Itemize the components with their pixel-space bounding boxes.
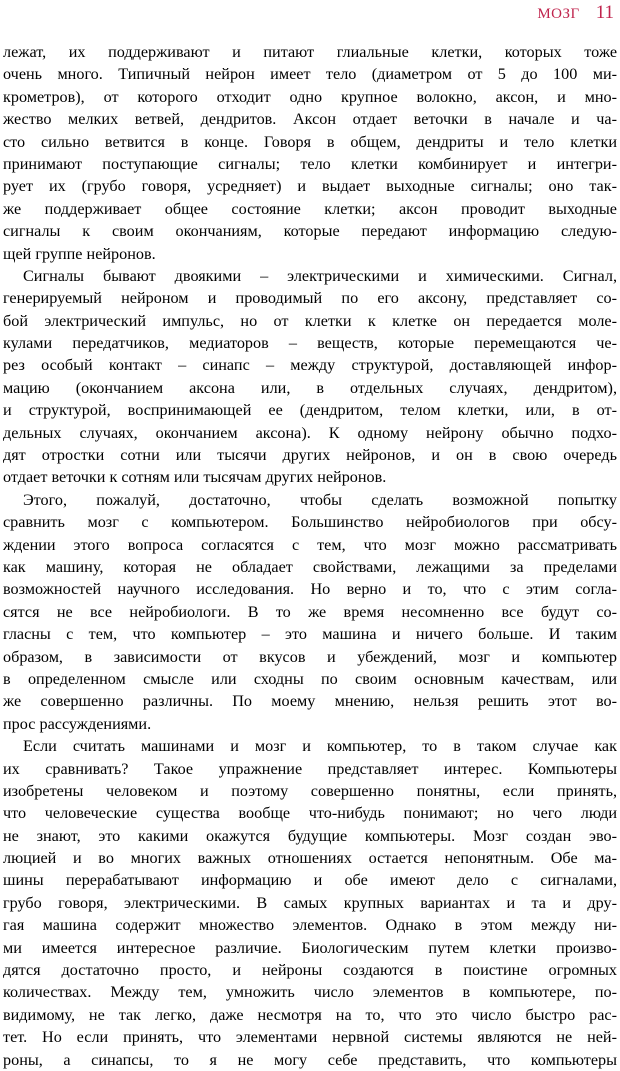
text-line: бой электрический импульс, но от клетки к клетке он передается моле- (3, 311, 617, 330)
text-line: щей группе нейронов. (3, 244, 156, 263)
text-line: люцией и во многих важных отношениях остается непонятным. Обе ма- (3, 849, 617, 868)
text-line: дят отростки сотни или тысячи других нейронов, и он в свою очередь (3, 446, 617, 465)
text-line: ждении этого вопроса согласятся с тем, что мозг можно рассматривать (3, 535, 617, 554)
running-title: МОЗГ (537, 6, 580, 22)
text-line: видимому, не так легко, даже несмотря на то, что это число быстро рас- (3, 1005, 617, 1024)
page-number: 11 (595, 2, 614, 23)
text-line: принимают поступающие сигналы; тело клетки комбинирует и интегри- (3, 154, 617, 173)
text-line: что человеческие существа вообще что-нибудь понимают; но чего люди (3, 804, 617, 823)
text-line: генерируемый нейроном и проводимый по его аксону, представляет со- (3, 289, 617, 308)
text-line: в определенном смысле или сходны по своим основным качествам, или (3, 669, 617, 688)
text-line: лежат, их поддерживают и питают глиальные клетки, которых тоже (3, 43, 617, 61)
text-line: шины перерабатывают информацию и обе имеют дело с сигналами, (3, 871, 617, 890)
text-line: сравнить мозг с компьютером. Большинство нейробиологов при обсу- (3, 513, 617, 532)
running-head (537, 2, 614, 26)
body-text (3, 41, 617, 1071)
text-line: ми имеется интересное различие. Биологическим путем клетки произво- (3, 938, 617, 957)
text-line: возможностей научного исследования. Но верно и то, что с этим согла- (3, 580, 617, 599)
text-line: их сравнивать? Такое упражнение представляет интерес. Компьютеры (3, 759, 617, 778)
text-line: же поддерживает общее состояние клетки; аксон проводит выходные (3, 199, 617, 218)
text-line: Сигналы бывают двоякими – электрическими и химическими. Сигнал, (23, 266, 617, 285)
text-line: крометров), от которого отходит одно крупное волокно, аксон, и мно- (3, 87, 617, 106)
text-line: не знают, это какими окажутся будущие компьютеры. Мозг создан эво- (3, 826, 617, 845)
text-line: очень много. Типичный нейрон имеет тело (диаметром от 5 до 100 ми- (3, 65, 617, 84)
text-line: грубо говоря, электрическими. В самых крупных вариантах и та и дру- (3, 893, 617, 912)
text-line: дельных случаях, окончанием аксона). К одному нейрону обычно подхо- (3, 423, 617, 442)
text-line: как машину, которая не обладает свойствами, лежащими за пределами (3, 557, 617, 576)
text-line: рез особый контакт – синапс – между структурой, доставляющей инфор- (3, 356, 617, 375)
text-line: жество мелких ветвей, дендритов. Аксон отдает веточки в начале и ча- (3, 110, 617, 129)
text-line: прос рассуждениями. (3, 714, 152, 733)
text-line: же совершенно различны. По моему мнению, нельзя решить этот во- (3, 692, 617, 711)
text-line: дятся достаточно просто, и нейроны создаются в поистине огромных (3, 961, 617, 980)
text-line: гласны с тем, что компьютер – это машина и ничего больше. И таким (3, 625, 617, 644)
text-line: образом, в зависимости от вкусов и убеждений, мозг и компьютер (3, 647, 617, 666)
text-line: Если считать машинами и мозг и компьютер, то в таком случае как (23, 737, 617, 756)
text-line: кулами передатчиков, медиаторов – веществ, которые перемещаются че- (3, 334, 617, 353)
text-line: тет. Но если принять, что элементами нервной системы являются не ней- (3, 1028, 617, 1047)
text-line: отдает веточки к сотням или тысячам других нейронов. (3, 468, 387, 487)
text-line: мацию (окончанием аксона или, в отдельных случаях, дендритом), (3, 378, 617, 397)
text-line: Этого, пожалуй, достаточно, чтобы сделать возможной попытку (23, 490, 617, 509)
text-line: количествах. Между тем, умножить число элементов в компьютере, по- (3, 983, 617, 1002)
text-line: изобретены человеком и поэтому совершенно понятны, если принять, (3, 781, 617, 800)
text-line: сигналы к своим окончаниям, которые передают информацию следую- (3, 222, 617, 241)
text-line: рует их (грубо говоря, усредняет) и выдает выходные сигналы; оно так- (3, 177, 617, 196)
text-line: и структурой, воспринимающей ее (дендритом, телом клетки, или, в от- (3, 401, 617, 420)
text-line: гая машина содержит множество элементов. Однако в этом между ни- (3, 916, 617, 935)
text-line: сто сильно ветвится в конце. Говоря в общем, дендриты и тело клетки (3, 132, 617, 151)
text-line: сятся не все нейробиологи. В то же время несомненно все будут со- (3, 602, 617, 621)
text-line: роны, а синапсы, то я не могу себе представить, что компьютеры (3, 1050, 617, 1069)
